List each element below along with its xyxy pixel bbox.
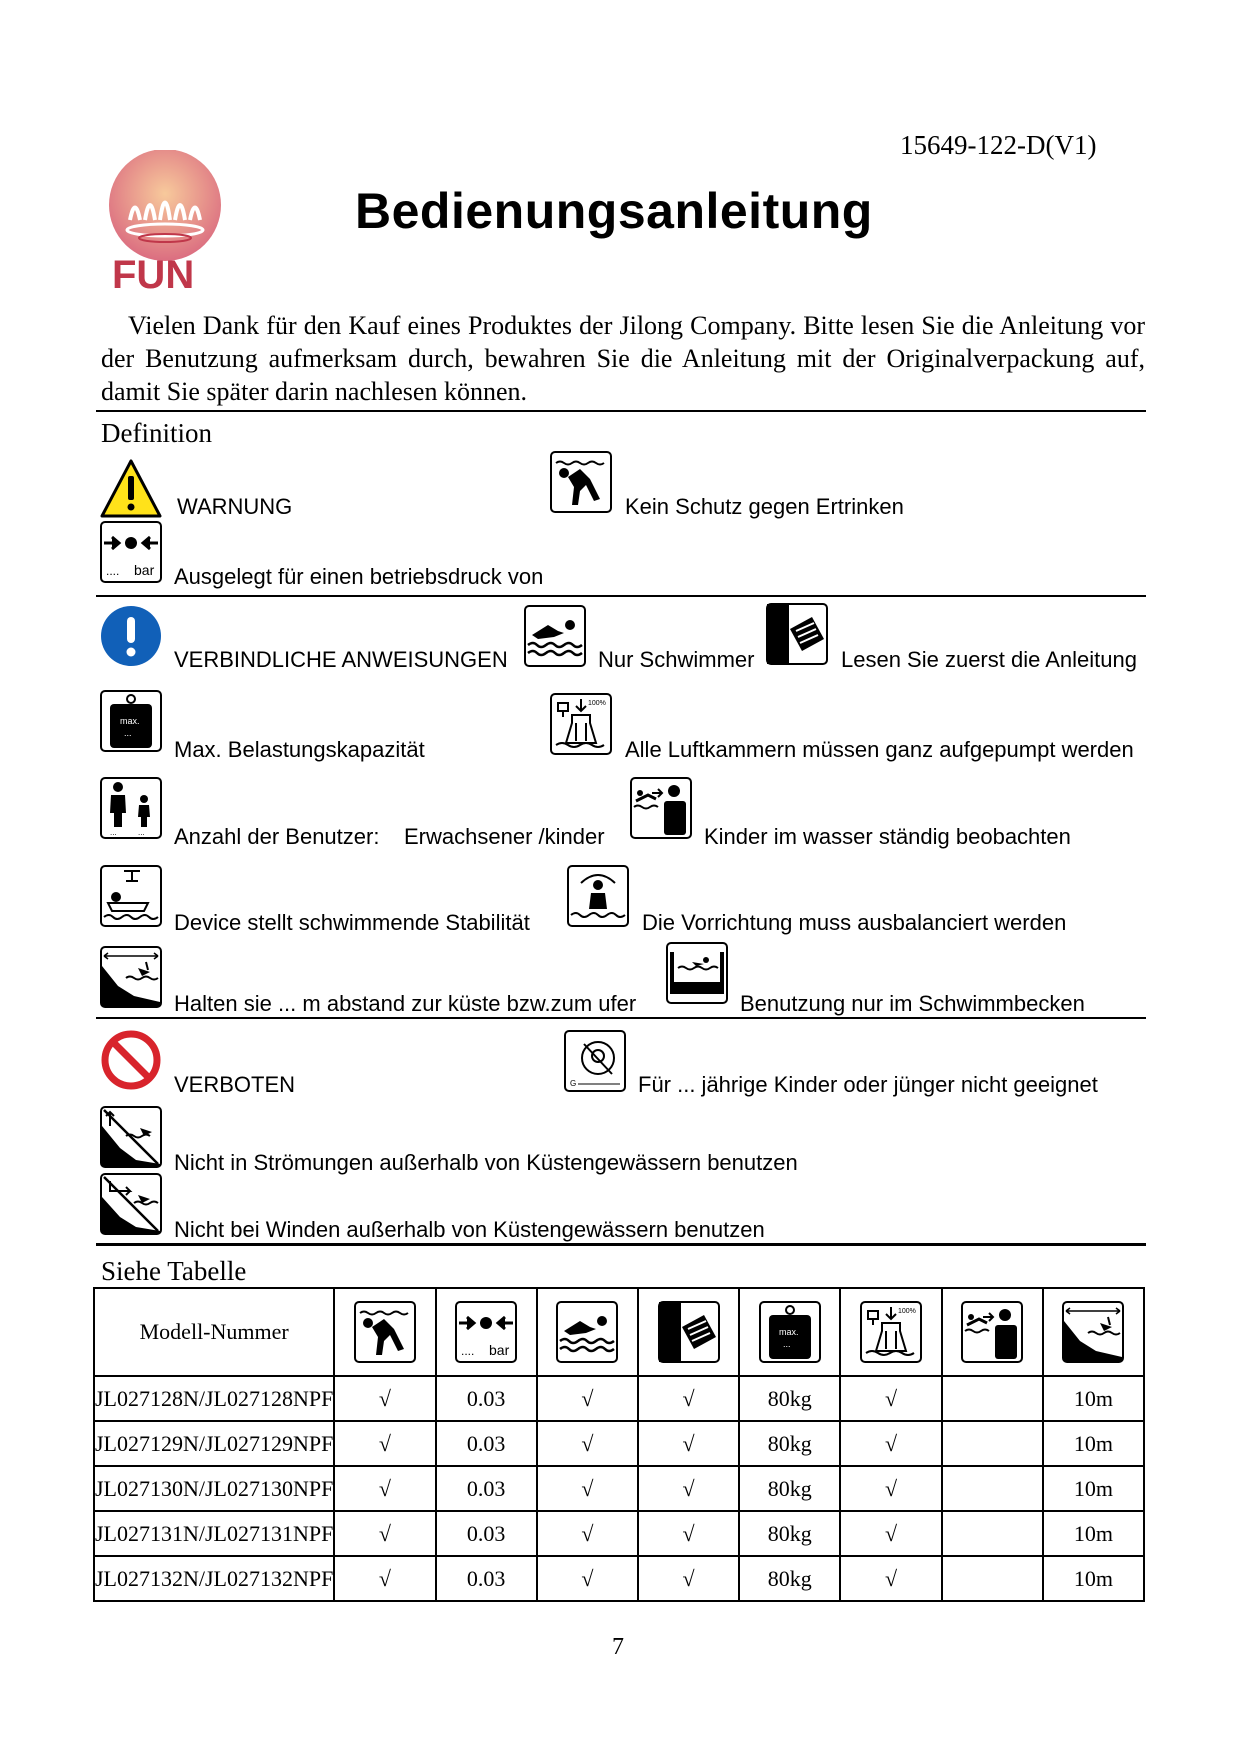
table-cell: 10m [1043,1556,1144,1601]
model-cell: JL027128N/JL027128NPF [94,1376,334,1421]
table-cell: √ [840,1466,941,1511]
logo-graphic [100,150,235,300]
keep-distance-shore-icon [1062,1301,1124,1363]
intro-text: Vielen Dank für den Kauf eines Produktes der Jilong Company. Bitte lesen Sie die Anleitung vor der Benutzung aufmerksam durch, bewahren Sie die Anleitung mit der Originalverpackung auf, damit Sie später darin nachlesen können. [101,311,1145,406]
table-row [94,1511,1144,1556]
watch-children-label: Kinder im wasser ständig beobachten [704,824,1071,849]
inflate-all-chambers-icon [860,1301,922,1363]
watch-children-icon [630,777,692,839]
table-cell: 80kg [739,1466,840,1511]
page-title: Bedienungsanleitung [355,183,873,239]
table-cell: √ [334,1556,435,1601]
divider [96,1243,1146,1246]
table-cell: 0.03 [436,1466,537,1511]
table-cell: 0.03 [436,1511,537,1556]
model-cell: JL027130N/JL027130NPF [94,1466,334,1511]
fun-logo [100,150,235,300]
svg-text:FUN: FUN [112,253,195,297]
no-drowning-protection-icon [550,451,612,513]
table-row [94,1556,1144,1601]
table-cell: √ [537,1376,638,1421]
no-drowning-protection-icon [354,1301,416,1363]
keep-distance-label: Halten sie ... m abstand zur küste bzw.zum ufer [174,991,637,1016]
table-cell [942,1556,1043,1601]
page-number: 7 [612,1634,624,1660]
no-winds-label: Nicht bei Winden außerhalb von Küstengewässern benutzen [174,1217,765,1242]
age-limit-label: Für ... jährige Kinder oder jünger nicht geeignet [638,1072,1098,1097]
table-cell: √ [537,1556,638,1601]
users-count-label: Anzahl der Benutzer: [174,824,380,849]
read-manual-icon [658,1301,720,1363]
document-number: 15649-122-D(V1) [900,130,1097,160]
table-row [94,1421,1144,1466]
header-cell [739,1288,840,1376]
keep-distance-shore-icon [100,946,162,1008]
header-cell [638,1288,739,1376]
divider [96,595,1146,597]
max-load-label: Max. Belastungskapazität [174,737,425,762]
table-cell: 10m [1043,1376,1144,1421]
table-cell [942,1421,1043,1466]
pressure-bar-icon [100,521,162,583]
table-cell: √ [840,1421,941,1466]
table-cell: 0.03 [436,1376,537,1421]
table-cell: 80kg [739,1421,840,1466]
table-row [94,1466,1144,1511]
model-number-header: Modell-Nummer [94,1288,334,1376]
spec-table [93,1287,1145,1602]
intro-paragraph [101,309,1145,408]
table-cell: √ [638,1376,739,1421]
table-cell: 10m [1043,1511,1144,1556]
inflate-all-label: Alle Luftkammern müssen ganz aufgepumpt werden [625,737,1134,762]
pool-only-icon [666,942,728,1004]
read-manual-label: Lesen Sie zuerst die Anleitung [841,647,1137,672]
age-restriction-icon [564,1030,626,1092]
no-currents-label: Nicht in Strömungen außerhalb von Küstengewässern benutzen [174,1150,798,1175]
pressure-bar-icon [455,1301,517,1363]
number-of-users-icon [100,777,162,839]
table-cell: √ [334,1376,435,1421]
warning-label: WARNUNG [177,494,293,519]
max-load-icon [100,690,162,752]
prohibited-icon [100,1029,162,1091]
table-cell: √ [537,1511,638,1556]
table-cell: 80kg [739,1511,840,1556]
table-cell: √ [638,1466,739,1511]
table-row [94,1376,1144,1421]
table-cell: 10m [1043,1466,1144,1511]
table-cell [942,1376,1043,1421]
table-header-row [94,1288,1144,1376]
no-currents-icon [100,1106,162,1168]
swimmers-only-icon [524,605,586,667]
stability-label: Device stellt schwimmende Stabilität [174,910,530,935]
table-cell: √ [334,1466,435,1511]
read-manual-icon [766,603,828,665]
header-cell [942,1288,1043,1376]
table-cell [942,1511,1043,1556]
balance-icon [567,865,629,927]
table-cell: √ [537,1466,638,1511]
pool-only-label: Benutzung nur im Schwimmbecken [740,991,1085,1016]
definition-heading: Definition [101,418,212,448]
table-cell [942,1466,1043,1511]
header-cell [334,1288,435,1376]
table-cell: √ [840,1511,941,1556]
table-cell: 10m [1043,1421,1144,1466]
max-load-icon [759,1301,821,1363]
watch-children-icon [961,1301,1023,1363]
header-cell [436,1288,537,1376]
no-drowning-protection-label: Kein Schutz gegen Ertrinken [625,494,904,519]
mandatory-label: VERBINDLICHE ANWEISUNGEN [174,647,508,672]
model-cell: JL027129N/JL027129NPF [94,1421,334,1466]
table-cell: √ [537,1421,638,1466]
table-cell: 0.03 [436,1421,537,1466]
table-heading: Siehe Tabelle [101,1256,247,1286]
mandatory-instructions-icon [100,605,162,667]
table-cell: √ [334,1421,435,1466]
header-cell [1043,1288,1144,1376]
table-cell: √ [334,1511,435,1556]
table-cell: 80kg [739,1376,840,1421]
table-cell: √ [638,1556,739,1601]
no-winds-icon [100,1173,162,1235]
warning-triangle-icon [100,458,162,520]
header-cell [537,1288,638,1376]
model-cell: JL027132N/JL027132NPF [94,1556,334,1601]
inflate-all-chambers-icon [550,693,612,755]
pressure-label: Ausgelegt für einen betriebsdruck von [174,564,544,589]
divider [96,1017,1146,1019]
swimmers-only-icon [556,1301,618,1363]
divider [96,410,1146,412]
table-cell: 0.03 [436,1556,537,1601]
table-cell: √ [638,1511,739,1556]
table-cell: 80kg [739,1556,840,1601]
prohibited-label: VERBOTEN [174,1072,296,1097]
model-cell: JL027131N/JL027131NPF [94,1511,334,1556]
swimmers-only-label: Nur Schwimmer [598,647,755,672]
users-adult-child-label: Erwachsener /kinder [404,824,605,849]
header-cell [840,1288,941,1376]
table-cell: √ [638,1421,739,1466]
floating-stability-icon [100,865,162,927]
table-cell: √ [840,1556,941,1601]
balanced-label: Die Vorrichtung muss ausbalanciert werden [642,910,1067,935]
table-cell: √ [840,1376,941,1421]
